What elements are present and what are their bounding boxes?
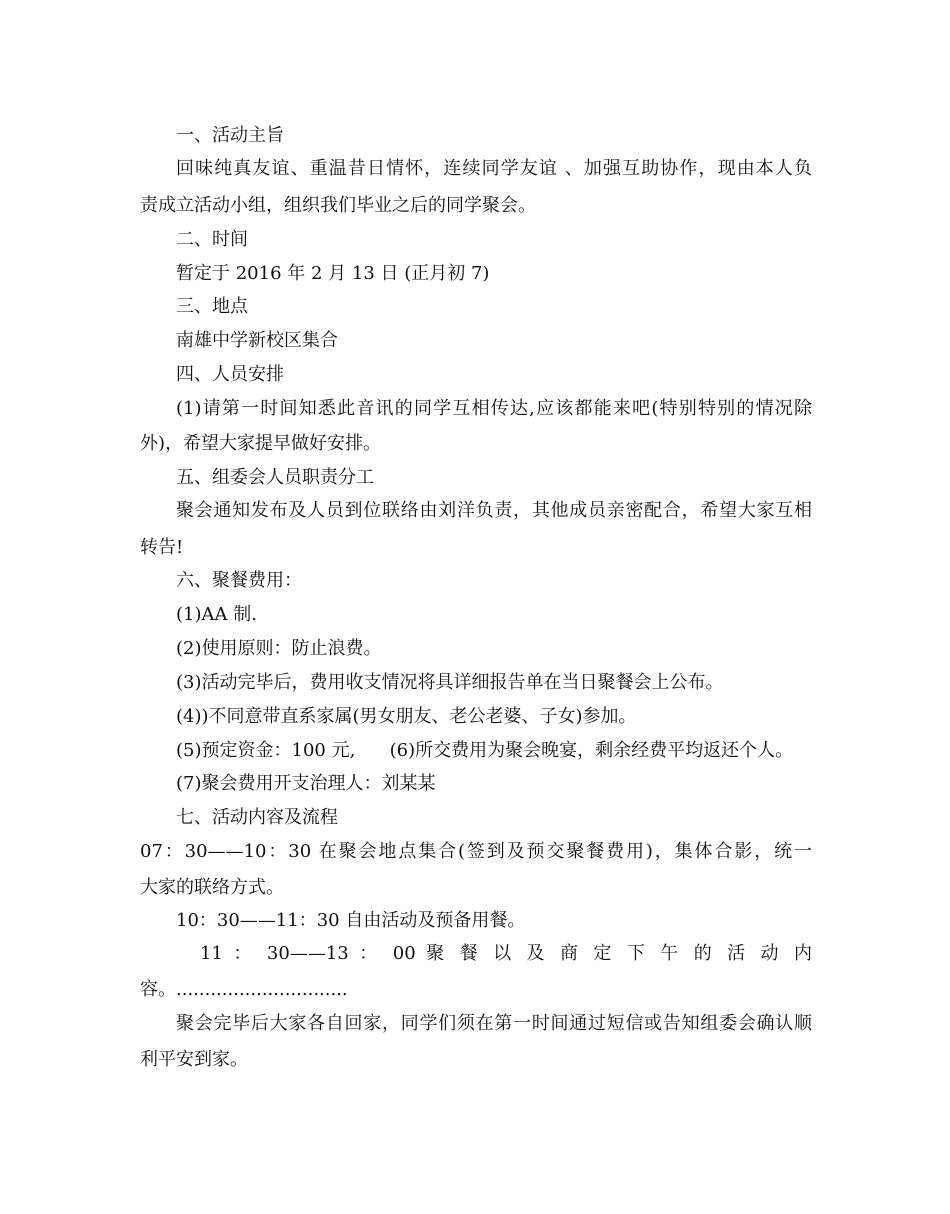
paragraph-line: 责成立活动小组，组织我们毕业之后的同学聚会。 [140, 195, 536, 216]
section-heading-fees: 六、聚餐费用： [176, 570, 302, 591]
paragraph-line: 容。.............................. [140, 979, 348, 1000]
section-heading-schedule: 七、活动内容及流程 [176, 807, 338, 828]
paragraph-line: 大家的联络方式。 [140, 877, 284, 898]
section-heading-location: 三、地点 [176, 296, 248, 317]
section-heading-purpose: 一、活动主旨 [176, 125, 284, 146]
paragraph-line: 聚会完毕后大家各自回家，同学们须在第一时间通过短信或告知组委会确认顺 [176, 1013, 812, 1034]
paragraph-line: 暂定于 2016 年 2 月 13 日 (正月初 7) [176, 263, 490, 284]
paragraph-line: 07：30——10：30 在聚会地点集合(签到及预交聚餐费用)，集体合影，统一 [140, 841, 812, 862]
paragraph-line: 11 ： 30——13 ： 00 聚 餐 以 及 商 定 下 午 的 活 动 内 [200, 943, 812, 964]
section-heading-personnel: 四、人员安排 [176, 364, 284, 385]
paragraph-line: 回味纯真友谊、重温昔日情怀，连续同学友谊 、加强互助协作，现由本人负 [176, 158, 812, 179]
paragraph-line: 10：30——11：30 自由活动及预备用餐。 [176, 910, 526, 931]
section-heading-duties: 五、组委会人员职责分工 [176, 467, 374, 488]
list-item: (1)AA 制. [176, 604, 257, 625]
list-item: (4))不同意带直系家属(男女朋友、老公老婆、子女)参加。 [176, 706, 637, 727]
paragraph-line: 转告! [140, 537, 184, 558]
paragraph-line: 南雄中学新校区集合 [176, 330, 338, 351]
list-item: (3)活动完毕后，费用收支情况将具详细报告单在当日聚餐会上公布。 [176, 672, 724, 693]
list-item: (2)使用原则：防止浪费。 [176, 638, 382, 659]
paragraph-line: (1)请第一时间知悉此音讯的同学互相传达,应该都能来吧(特别特别的情况除 [176, 398, 812, 419]
section-heading-time: 二、时间 [176, 229, 248, 250]
paragraph-line: 聚会通知发布及人员到位联络由刘洋负责，其他成员亲密配合，希望大家互相 [176, 500, 812, 521]
paragraph-line: 利平安到家。 [140, 1049, 248, 1070]
paragraph-line: 外)，希望大家提早做好安排。 [140, 433, 382, 454]
list-item: (5)预定资金：100 元, (6)所交费用为聚会晚宴，剩余经费平均返还个人。 [176, 740, 794, 761]
list-item: (7)聚会费用开支治理人：刘某某 [176, 773, 436, 794]
